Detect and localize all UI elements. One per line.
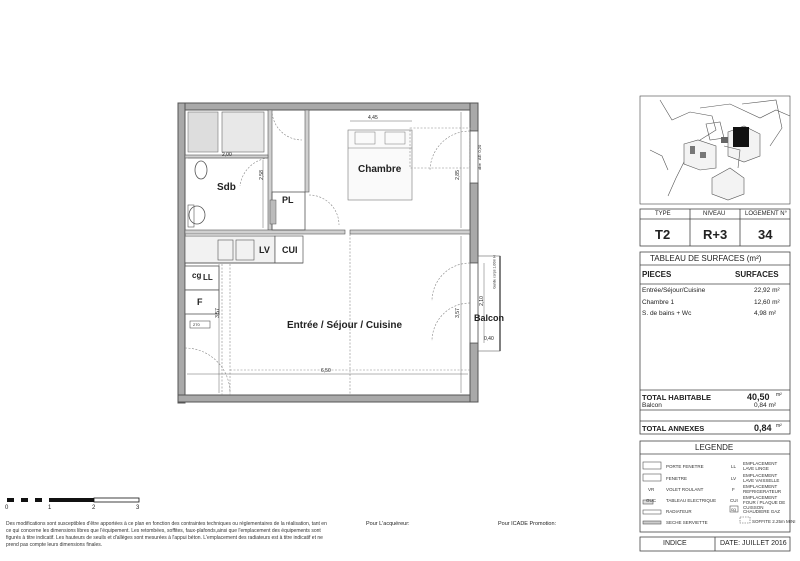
scale-label-0: 0: [5, 505, 9, 511]
legend-tableau-electrique: TABLEAU ELECTRIQUE: [666, 498, 717, 503]
row-name-0: Entrée/Séjour/Cuisine: [642, 287, 706, 294]
row-value-1: 12,60 m²: [754, 299, 780, 306]
legend-code-ll: LL: [731, 464, 737, 469]
dim-ae-note: AE: 0,20: [477, 144, 483, 161]
logement-value: 34: [758, 227, 773, 242]
col-surfaces: SURFACES: [735, 270, 779, 279]
room-label-cui: CUI: [282, 245, 298, 255]
legend-code-vr: VR: [648, 487, 655, 492]
legend-seche-serviette: SECHE SERVIETTE: [666, 520, 708, 525]
room-label-ll: LL: [203, 273, 213, 282]
total-annexes-unit: m²: [776, 423, 782, 429]
scale-label-3: 3: [136, 505, 140, 511]
room-label-chambre: Chambre: [358, 164, 402, 175]
legend-soffite: SOFFITE 2.25m MINI: [752, 519, 796, 524]
dim-357-right: 3,57: [454, 308, 461, 318]
balcon-label: Balcon: [642, 402, 662, 409]
dim-210: 2,10: [478, 296, 485, 306]
room-label-pl: PL: [282, 195, 294, 205]
total-annexes-label: TOTAL ANNEXES: [642, 424, 705, 433]
scale-label-1: 1: [48, 505, 52, 511]
indice-label: INDICE: [663, 540, 687, 547]
total-habitable-value: 40,50: [747, 392, 770, 402]
row-name-2: S. de bains + Wc: [642, 310, 692, 317]
legend-code-lv: LV: [731, 476, 737, 481]
legend-lave-vaisselle: EMPLACEMENT LAVE VAISSELLE: [743, 473, 780, 483]
room-label-entree: Entrée / Séjour / Cuisine: [287, 320, 403, 331]
row-value-0: 22,92 m²: [754, 287, 780, 294]
scale-label-2: 2: [92, 505, 96, 511]
dim-650: 6,50: [321, 368, 331, 374]
legend-fenetre: FENETRE: [666, 476, 688, 481]
balcon-value: 0,84 m²: [754, 402, 777, 409]
total-annexes-value: 0,84: [754, 423, 772, 433]
dim-357-left: 3,57: [214, 308, 221, 318]
balcon-garde-corps: Garde corps 1,00m H: [492, 255, 497, 289]
promotion-label: Pour ICADE Promotion:: [498, 521, 557, 527]
legend-code-cg: cg: [731, 507, 736, 512]
dim-040: 0,40: [484, 336, 494, 342]
dim-dbe: dbe: [476, 163, 482, 170]
col-pieces: PIECES: [642, 270, 672, 279]
legend-chaudiere-gaz: CHAUDIERE GAZ: [743, 509, 781, 514]
date-label: DATE: JUILLET 2016: [720, 540, 787, 547]
row-name-1: Chambre 1: [642, 299, 675, 306]
legend-code-f: F: [732, 487, 735, 492]
acquereur-label: Pour L'acquéreur:: [366, 521, 410, 527]
room-label-lv: LV: [259, 245, 270, 255]
legend-lave-linge: EMPLACEMENT LAVE LINGE: [743, 461, 778, 471]
type-label: TYPE: [655, 211, 671, 217]
disclaimer-text: Des modifications sont susceptibles d'être apportées à ce plan en fonction des contraintes techniques ou réglementaires de la réalisation, tant en ce qui concerne les dimensions libres que l'équipement. Les retombées, soffites, faux-plafonds,ainsi que l'emplacement des équipements sont figurés à titre indicatif. Les hauteurs de seuils et d'allèges sont mesurées à l'appui béton. L'emplacement des radiateurs est à titre indicatif et ne prend pas compte leurs dimensions finales.: [6, 521, 327, 548]
logement-label: LOGEMENT N°: [745, 211, 787, 217]
box-270: 270: [193, 322, 200, 327]
legend-radiateur: RADIATEUR: [666, 509, 692, 514]
room-label-cg: cg: [192, 271, 202, 280]
room-label-balcon: Balcon: [474, 313, 505, 323]
legend-refrigerateur: EMPLACEMENT REFRIGERATEUR: [743, 484, 782, 494]
dim-445: 4,45: [368, 115, 378, 121]
room-label-sdb: Sdb: [217, 182, 236, 193]
legend-volet-roulant: VOLET ROULANT: [666, 487, 704, 492]
surfaces-title: TABLEAU DE SURFACES (m²): [650, 254, 762, 263]
dim-258: 2,58: [258, 170, 265, 180]
legend-code-cui: CUI: [730, 498, 738, 503]
room-label-f: F: [197, 297, 203, 307]
legend-four-plaque: EMPLACEMENT FOUR / PLAQUE DE CUISSON: [743, 495, 786, 510]
total-habitable-label: TOTAL HABITABLE: [642, 393, 712, 402]
legend-code-guc: GUC: [646, 498, 656, 503]
legend-title: LEGENDE: [695, 443, 734, 452]
dim-285: 2,85: [454, 170, 461, 180]
row-value-2: 4,98 m²: [754, 310, 777, 317]
niveau-value: R+3: [703, 227, 728, 242]
dim-200: 2,00: [222, 152, 232, 158]
total-habitable-unit: m²: [776, 392, 782, 398]
legend-porte-fenetre: PORTE FENETRE: [666, 464, 704, 469]
type-value: T2: [655, 227, 671, 242]
niveau-label: NIVEAU: [703, 211, 726, 217]
